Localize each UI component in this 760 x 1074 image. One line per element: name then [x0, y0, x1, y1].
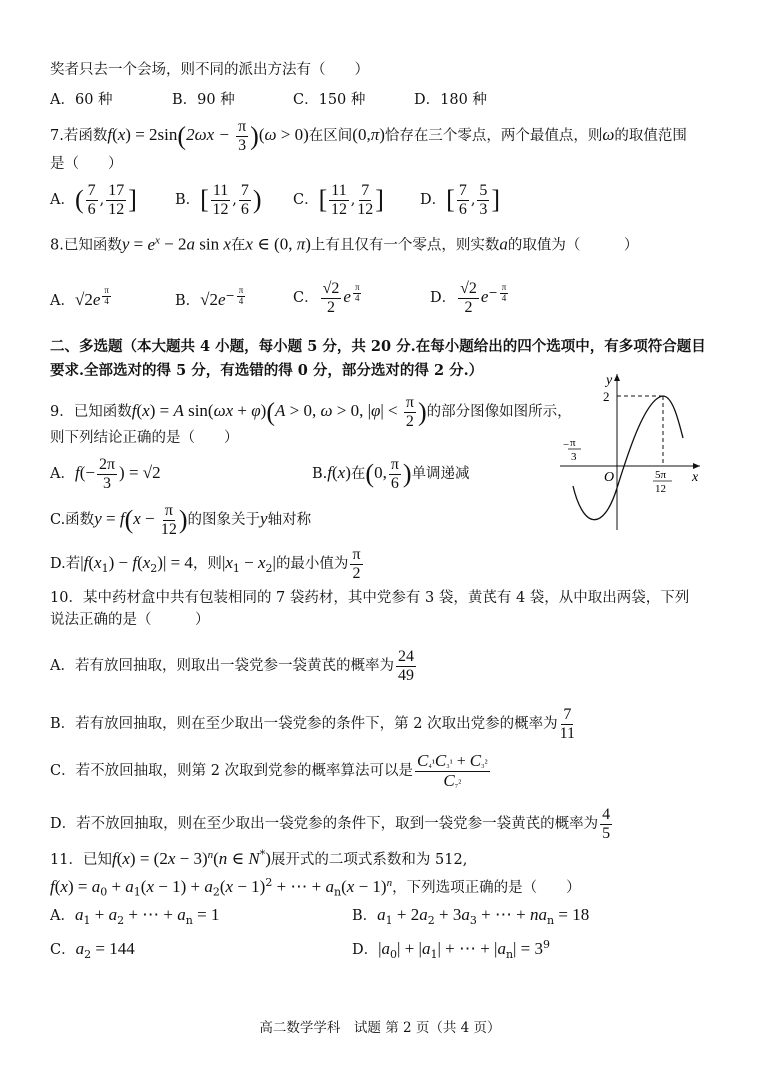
q6-option-a: A．60 种 — [50, 92, 113, 108]
q7-option-c: C．[ $\frac{11}{12}$ , $\frac{7}{12}$ ] — [293, 182, 384, 218]
graph-max-label: 2 — [603, 389, 610, 404]
q10-option-a: A．若有放回抽取，则取出一袋党参一袋黄芪的概率为 $\frac{24}{49}$ — [50, 648, 414, 684]
q7-line2: 是（ ） — [50, 156, 123, 172]
q10-option-c: C．若不放回抽取，则第 2 次取到党参的概率算法可以是 $\frac{\text{C₄¹C₃¹ + C₃²}}{\text{C₇²}}$ — [50, 751, 488, 790]
graph-neg-label-den: 3 — [571, 451, 577, 463]
q10-option-d: D．若不放回抽取，则在至少取出一袋党参的条件下，取到一袋党参一袋黄芪的概率为 $\frac{4}{5}$ — [50, 806, 611, 842]
q10-line2: 说法正确的是（ ） — [50, 612, 210, 628]
x-axis-arrow-icon — [693, 463, 700, 469]
sine-curve — [573, 396, 683, 520]
graph-x-label: x — [692, 470, 699, 485]
graph-y-label: y — [606, 373, 613, 388]
q11-option-d: D．$|a_0| + |a_1|$ + ⋯ + $|a_n| = 3^9$ — [352, 938, 551, 961]
q6-tail: 奖者只去一个会场，则不同的派出方法有（ ） — [50, 62, 369, 78]
q7-option-d: D．[ $\frac{7}{6}$ , $\frac{5}{3}$ ] — [420, 182, 501, 218]
section2-header-line2: 要求.全部选对的得 5 分，有选错的得 0 分，部分选对的得 2 分.） — [50, 362, 484, 379]
q6-option-d: D．180 种 — [414, 92, 487, 108]
q9-graph — [555, 368, 715, 538]
q9-option-c: C.函数y = f(x − $\frac{\pi}{12}$ )的图象关于y轴对称 — [50, 502, 312, 538]
q9-stem: 9．已知函数f(x) = A sin(ωx + φ)(A > 0, ω > 0, |φ| < $\frac{\pi}{2}$ )的部分图像如图所示， — [50, 394, 572, 430]
q11-stem: 11．已知$f(x) = (2x - 3)^n(n$ ∈ N*)展开式的二项式系数和为 512, — [50, 848, 468, 868]
q10-line1: 10．某中药材盒中共有包装相同的 7 袋药材，其中党参有 3 袋，黄芪有 4 袋，从中取出两袋，下列 — [50, 590, 690, 606]
graph-origin-label: O — [604, 470, 615, 485]
y-axis-arrow-icon — [614, 374, 620, 381]
q6-option-c: C．150 种 — [293, 92, 366, 108]
graph-pos-label-den: 12 — [655, 483, 666, 495]
q7-text1: 在区间 — [308, 128, 353, 145]
q7-text3: 的取值范围 — [614, 128, 687, 145]
q11-option-c: C．$a_2 = 144$ — [50, 939, 135, 961]
q7-prefix: 7.若函数 — [50, 128, 108, 145]
q8-option-c: C． $\frac{√2}{2}$ e $^{\frac{\pi}{4}}$ — [293, 280, 360, 316]
graph-neg-label-minus: − — [563, 439, 570, 451]
q11-option-a: A．$a_1 + a_2$ + ⋯ + $a_n = 1$ — [50, 905, 220, 927]
q9-option-b: B.f(x)在(0, $\frac{\pi}{6}$ )单调递减 — [312, 456, 470, 492]
q6-option-b: B．90 种 — [172, 92, 235, 108]
graph-neg-label-num: π — [570, 437, 576, 449]
q7-stem: 7.若函数f(x) = 2sin(2ωx − $\frac{\pi}{3}$ )(ω > 0)在区间(0,π)恰存在三个零点，两个最值点，则ω的取值范围 — [50, 118, 687, 154]
q9-option-d: D.若$|f(x_1) - f(x_2)| = 4$，则$|x_1 - x_2|$的最小值为 $\frac{\pi}{2}$ — [50, 546, 361, 582]
q8-option-a: A．√2e $^{\frac{\pi}{4}}$ — [50, 285, 109, 310]
q7-text2: 恰存在三个零点，两个最值点，则 — [384, 128, 603, 145]
q7-function: f — [107, 125, 113, 145]
q9-option-a: A．f(− $\frac{2\pi}{3}$ ) = √2 — [50, 456, 161, 492]
q10-option-b: B．若有放回抽取，则在至少取出一袋党参的条件下，第 2 次取出党参的概率为 $\frac{7}{11}$ — [50, 706, 576, 742]
q8-stem: 8.已知函数$y = e^x - 2a$ sin x在x ∈ (0, π)上有且仅有一个零点，则实数a的取值为（ ） — [50, 234, 639, 254]
q11-line2: $f(x) = a_0 + a_1(x - 1) + a_2(x - 1)^2$ + ⋯ + $a_n(x - 1)^n$，下列选项正确的是（ ） — [50, 876, 581, 899]
q7-option-b: B．[ $\frac{11}{12}$ , $\frac{7}{6}$ ) — [175, 182, 262, 218]
q8-option-b: B．$√2e^{- \frac{\pi}{4}}$ — [175, 285, 244, 310]
q11-option-b: B．$a_1 + 2a_2 + 3a_3$ + ⋯ + $na_n = 18$ — [352, 905, 590, 927]
q7-option-a: A．( $\frac{7}{6}$ , $\frac{17}{12}$ ] — [50, 182, 137, 218]
q9-line2: 则下列结论正确的是（ ） — [50, 430, 239, 446]
graph-pos-label-num: 5π — [655, 469, 667, 481]
page-footer: 高二数学学科 试题 第 2 页（共 4 页） — [259, 1020, 501, 1036]
section2-header-line1: 二、多选题（本大题共 4 小题，每小题 5 分，共 20 分.在每小题给出的四个选项中，有多项符合题目 — [50, 338, 706, 355]
q8-option-d: D． $\frac{√2}{2}$ $e^{- \frac{\pi}{4}}$ — [430, 280, 507, 316]
